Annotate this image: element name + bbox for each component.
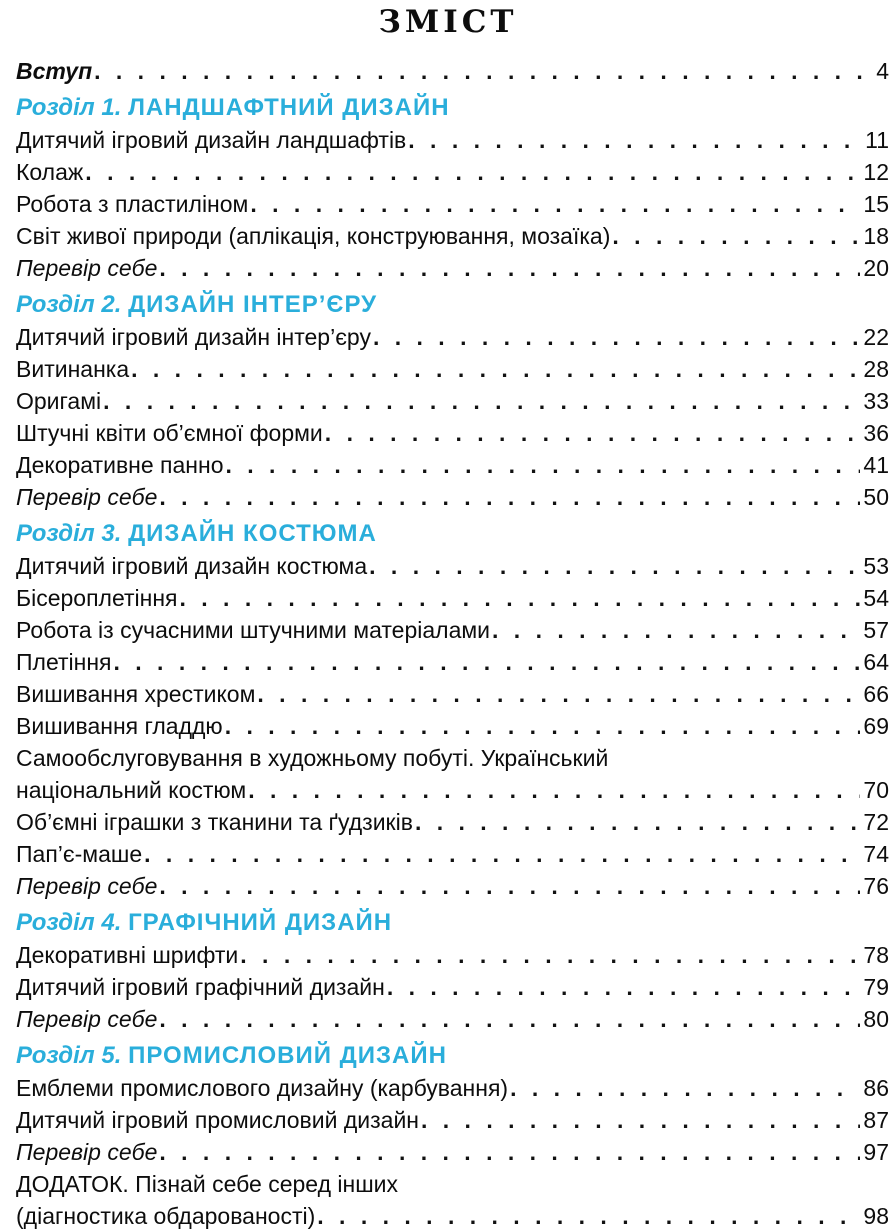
toc-entry-label: Світ живої природи (аплікація, конструювання, мозаїка): [16, 223, 611, 249]
toc-entry-label: Дитячий ігровий дизайн костюма: [16, 553, 368, 579]
toc-entry-label: Дитячий ігровий промисловий дизайн: [16, 1107, 419, 1133]
toc-entry-page: 78: [863, 942, 889, 968]
toc-entry[interactable]: [16, 710, 889, 742]
toc-entry-first-line[interactable]: [16, 1168, 889, 1200]
section-title: ЛАНДШАФТНИЙ ДИЗАЙН: [128, 94, 450, 121]
toc-entry[interactable]: [16, 971, 889, 1003]
section-number: Розділ 4.: [16, 909, 122, 936]
toc-entry[interactable]: [16, 774, 889, 806]
toc-entry-label: національний костюм: [16, 777, 247, 803]
toc-entry-page: 86: [863, 1075, 889, 1101]
toc-entry-self-check[interactable]: [16, 481, 889, 513]
toc-entry[interactable]: [16, 678, 889, 710]
dot-leader: [94, 55, 873, 87]
toc-entry-first-line[interactable]: [16, 742, 889, 774]
dot-leader: [159, 1003, 860, 1035]
toc-entry-label: Робота з пластиліном: [16, 191, 249, 217]
toc-entry-label: Робота із сучасними штучними матеріалами: [16, 617, 491, 643]
toc-entry-label: Дитячий ігровий графічний дизайн: [16, 974, 385, 1000]
toc-entry-self-check[interactable]: [16, 252, 889, 284]
dot-leader: [159, 481, 860, 513]
toc-entry-label: (діагностика обдарованості): [16, 1203, 316, 1229]
dot-leader: [248, 774, 860, 806]
toc-entry-label: Бісероплетіння: [16, 585, 178, 611]
toc-entry-label-line1: ДОДАТОК. Пізнай себе серед інших: [16, 1171, 399, 1197]
section-title: ГРАФІЧНИЙ ДИЗАЙН: [128, 909, 393, 936]
toc-entry[interactable]: [16, 838, 889, 870]
toc-entry-label: Оригамі: [16, 388, 102, 414]
toc-entry-label: Плетіння: [16, 649, 112, 675]
dot-leader: [257, 678, 860, 710]
toc-entry[interactable]: [16, 806, 889, 838]
dot-leader: [159, 870, 860, 902]
toc-entry-page: 72: [863, 809, 889, 835]
toc-entry-label: Дитячий ігровий дизайн інтер’єру: [16, 324, 371, 350]
toc-entry-self-check[interactable]: [16, 1136, 889, 1168]
toc-entry-label: Дитячий ігровий дизайн ландшафтів: [16, 127, 407, 153]
toc-entry[interactable]: [16, 550, 889, 582]
toc-entry-label: Колаж: [16, 159, 84, 185]
dot-leader: [325, 417, 861, 449]
dot-leader: [250, 188, 860, 220]
dot-leader: [421, 1104, 860, 1136]
toc-entry-label: Емблеми промислового дизайну (карбування): [16, 1075, 509, 1101]
toc-entry-page: 64: [863, 649, 889, 675]
dot-leader: [492, 614, 860, 646]
section-title: ПРОМИСЛОВИЙ ДИЗАЙН: [128, 1042, 447, 1069]
toc-entry-page: 36: [863, 420, 889, 446]
toc-entry-page: 22: [863, 324, 889, 350]
dot-leader: [387, 971, 861, 1003]
dot-leader: [408, 124, 862, 156]
toc-entry-page: 87: [863, 1107, 889, 1133]
dot-leader: [103, 385, 860, 417]
toc-entry-label: Вишивання хрестиком: [16, 681, 256, 707]
toc-entry-intro[interactable]: [16, 55, 889, 87]
section-number: Розділ 1.: [16, 94, 122, 121]
toc-entry-self-check[interactable]: [16, 1003, 889, 1035]
toc-entry[interactable]: [16, 156, 889, 188]
toc-entry-page: 70: [863, 777, 889, 803]
toc-entry-page: 41: [863, 452, 889, 478]
section-heading[interactable]: [16, 87, 889, 124]
toc-entry-page: 18: [863, 223, 889, 249]
toc-entry-label-line1: Самообслуговування в художньому побуті. Український: [16, 745, 609, 771]
toc-entry[interactable]: [16, 188, 889, 220]
toc-entry[interactable]: [16, 646, 889, 678]
toc-entry-page: 11: [865, 127, 889, 153]
toc-entry[interactable]: [16, 220, 889, 252]
toc-entry-label: Декоративне панно: [16, 452, 224, 478]
page-title: ЗМІСТ: [378, 4, 518, 40]
dot-leader: [510, 1072, 860, 1104]
toc-entry-page: 57: [863, 617, 889, 643]
toc-entry[interactable]: [16, 385, 889, 417]
dot-leader: [113, 646, 860, 678]
toc-entry[interactable]: [16, 449, 889, 481]
toc-entry[interactable]: [16, 1072, 889, 1104]
toc-entry-label: Вступ: [16, 58, 93, 84]
dot-leader: [159, 1136, 860, 1168]
table-of-contents: [16, 55, 889, 1232]
section-heading[interactable]: [16, 284, 889, 321]
dot-leader: [225, 449, 860, 481]
toc-entry-page: 79: [863, 974, 889, 1000]
section-number: Розділ 2.: [16, 291, 122, 318]
toc-entry-label: Перевір себе: [16, 1139, 158, 1165]
toc-entry-label: Пап’є-маше: [16, 841, 143, 867]
toc-entry-label: Вишивання гладдю: [16, 713, 223, 739]
toc-entry[interactable]: [16, 939, 889, 971]
toc-entry[interactable]: [16, 1104, 889, 1136]
toc-entry-label: Об’ємні іграшки з тканини та ґудзиків: [16, 809, 413, 835]
toc-entry-label: Перевір себе: [16, 255, 158, 281]
section-title: ДИЗАЙН КОСТЮМА: [128, 520, 377, 547]
toc-entry[interactable]: [16, 582, 889, 614]
toc-entry[interactable]: [16, 614, 889, 646]
dot-leader: [415, 806, 860, 838]
toc-entry-page: 69: [863, 713, 889, 739]
dot-leader: [317, 1200, 860, 1232]
toc-entry-page: 76: [863, 873, 889, 899]
dot-leader: [159, 252, 860, 284]
toc-entry-label: Перевір себе: [16, 1006, 158, 1032]
toc-entry-self-check[interactable]: [16, 870, 889, 902]
section-heading[interactable]: [16, 1035, 889, 1072]
toc-entry-page: 80: [863, 1006, 889, 1032]
dot-leader: [225, 710, 861, 742]
toc-entry-page: 74: [863, 841, 889, 867]
dot-leader: [369, 550, 860, 582]
dot-leader: [240, 939, 860, 971]
toc-entry-label: Перевір себе: [16, 873, 158, 899]
toc-entry-page: 15: [863, 191, 889, 217]
toc-entry-page: 33: [863, 388, 889, 414]
toc-entry[interactable]: [16, 417, 889, 449]
toc-entry-page: 28: [863, 356, 889, 382]
toc-entry-page: 12: [863, 159, 889, 185]
toc-entry-page: 4: [876, 58, 889, 84]
section-number: Розділ 5.: [16, 1042, 122, 1069]
toc-entry[interactable]: [16, 321, 889, 353]
toc-entry-page: 20: [863, 255, 889, 281]
dot-leader: [144, 838, 860, 870]
toc-entry[interactable]: [16, 353, 889, 385]
toc-entry[interactable]: [16, 1200, 889, 1232]
toc-entry-page: 66: [863, 681, 889, 707]
toc-entry[interactable]: [16, 124, 889, 156]
section-heading[interactable]: [16, 902, 889, 939]
dot-leader: [131, 353, 860, 385]
toc-entry-page: 50: [863, 484, 889, 510]
toc-entry-page: 98: [863, 1203, 889, 1229]
dot-leader: [373, 321, 860, 353]
toc-entry-page: 54: [863, 585, 889, 611]
dot-leader: [85, 156, 860, 188]
toc-entry-page: 97: [863, 1139, 889, 1165]
dot-leader: [179, 582, 860, 614]
toc-entry-label: Витинанка: [16, 356, 130, 382]
toc-entry-page: 53: [863, 553, 889, 579]
section-number: Розділ 3.: [16, 520, 122, 547]
section-title: ДИЗАЙН ІНТЕР’ЄРУ: [128, 291, 378, 318]
dot-leader: [612, 220, 860, 252]
section-heading[interactable]: [16, 513, 889, 550]
toc-entry-label: Перевір себе: [16, 484, 158, 510]
toc-entry-label: Штучні квіти об’ємної форми: [16, 420, 323, 446]
toc-entry-label: Декоративні шрифти: [16, 942, 239, 968]
